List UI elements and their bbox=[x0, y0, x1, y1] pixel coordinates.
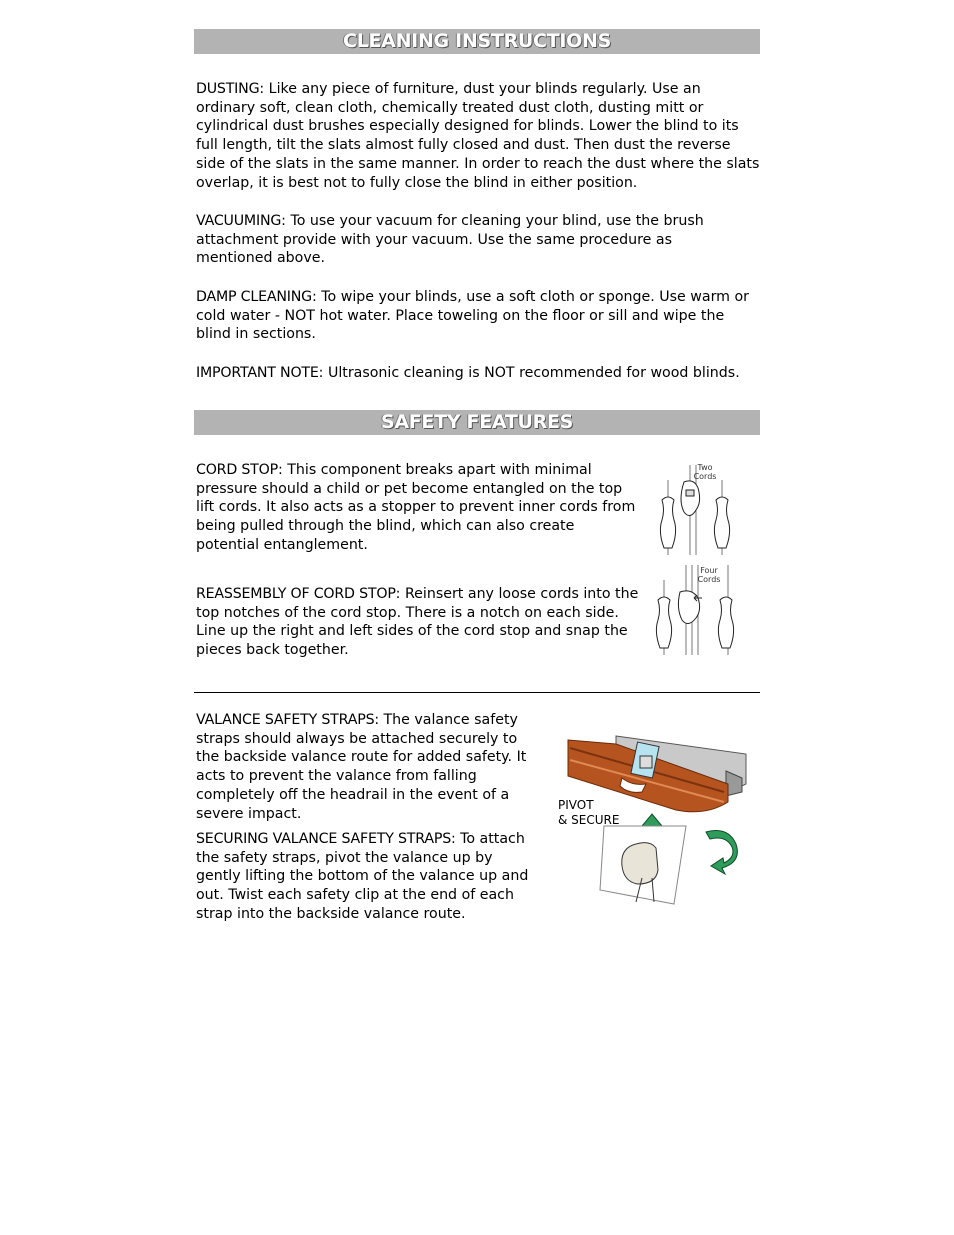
cord-stop-figure bbox=[650, 460, 746, 660]
safety-heading: SAFETY FEATURES bbox=[194, 410, 760, 435]
valance-straps-label: VALANCE SAFETY STRAPS: bbox=[196, 712, 379, 728]
damp-cleaning-text: : To wipe your blinds, use a soft cloth or sponge. Use warm or cold water - NOT hot water. Place toweling on the floor or sill and wipe the blind in sections. bbox=[196, 289, 750, 343]
valance-figure bbox=[556, 726, 748, 906]
cord-stop-illustration bbox=[650, 460, 746, 660]
important-note-text: : Ultrasonic cleaning is NOT recommended for wood blinds. bbox=[318, 365, 740, 381]
four-cords-line1: Four bbox=[700, 566, 718, 575]
valance-straps-paragraph bbox=[196, 711, 536, 823]
pivot-line1: PIVOT bbox=[558, 798, 594, 812]
two-cords-label bbox=[688, 463, 722, 481]
cord-stop-label: CORD STOP bbox=[196, 462, 278, 478]
valance-straps-text: The valance safety straps should always be attached securely to the backside valance route for added safety. It acts to prevent the valance from falling completely off the headrail in the event of a severe impact. bbox=[196, 712, 527, 822]
important-note-paragraph bbox=[196, 364, 760, 383]
dusting-label: DUSTING bbox=[196, 81, 260, 97]
two-cords-line1: Two bbox=[697, 463, 713, 472]
cord-stop-text: : This component breaks apart with minimal pressure should a child or pet become entangled on the top lift cords. It also acts as a stopper to prevent inner cords from being pulled through the blind, which can also create potential entanglement. bbox=[196, 462, 636, 553]
section-divider bbox=[194, 692, 760, 693]
vacuuming-label: VACUUMING bbox=[196, 213, 282, 229]
four-cords-label bbox=[692, 566, 726, 584]
securing-straps-text: To attach the safety straps, pivot the valance up by gently lifting the bottom of the valance up and out. Twist each safety clip at the end of each strap into the backside valance route. bbox=[196, 831, 529, 922]
cleaning-heading: CLEANING INSTRUCTIONS bbox=[194, 29, 760, 54]
vacuuming-paragraph bbox=[196, 212, 736, 268]
cord-stop-paragraph bbox=[196, 461, 636, 555]
damp-cleaning-label: DAMP CLEANING bbox=[196, 289, 312, 305]
pivot-line2: & SECURE bbox=[558, 813, 620, 827]
securing-straps-label: SECURING VALANCE SAFETY STRAPS: bbox=[196, 831, 456, 847]
dusting-paragraph bbox=[196, 80, 760, 192]
pivot-secure-label bbox=[558, 798, 619, 828]
two-cords-line2: Cords bbox=[693, 472, 717, 481]
four-cords-line2: Cords bbox=[697, 575, 721, 584]
important-note-label: IMPORTANT NOTE bbox=[196, 365, 319, 381]
reassembly-text: : Reinsert any loose cords into the top notches of the cord stop. There is a notch on each side. Line up the right and left sides of the cord stop and snap the pieces back together. bbox=[196, 586, 639, 659]
vacuuming-text: : To use your vacuum for cleaning your blind, use the brush attachment provide with your vacuum. Use the same procedure as mentioned above. bbox=[196, 213, 704, 267]
reassembly-paragraph bbox=[196, 585, 642, 660]
reassembly-label: REASSEMBLY OF CORD STOP bbox=[196, 586, 396, 602]
securing-straps-paragraph bbox=[196, 830, 538, 924]
dusting-text: : Like any piece of furniture, dust your blinds regularly. Use an ordinary soft, clean cloth, chemically treated dust cloth, dusting mitt or cylindrical dust brushes especially designed for blinds. Lower the blind to its full length, tilt the slats almost fully closed and dust. Then dust the reverse side of the slats in the same manner. In order to reach the dust where the slats overlap, it is best not to fully close the blind in either position. bbox=[196, 81, 760, 191]
damp-cleaning-paragraph bbox=[196, 288, 758, 344]
